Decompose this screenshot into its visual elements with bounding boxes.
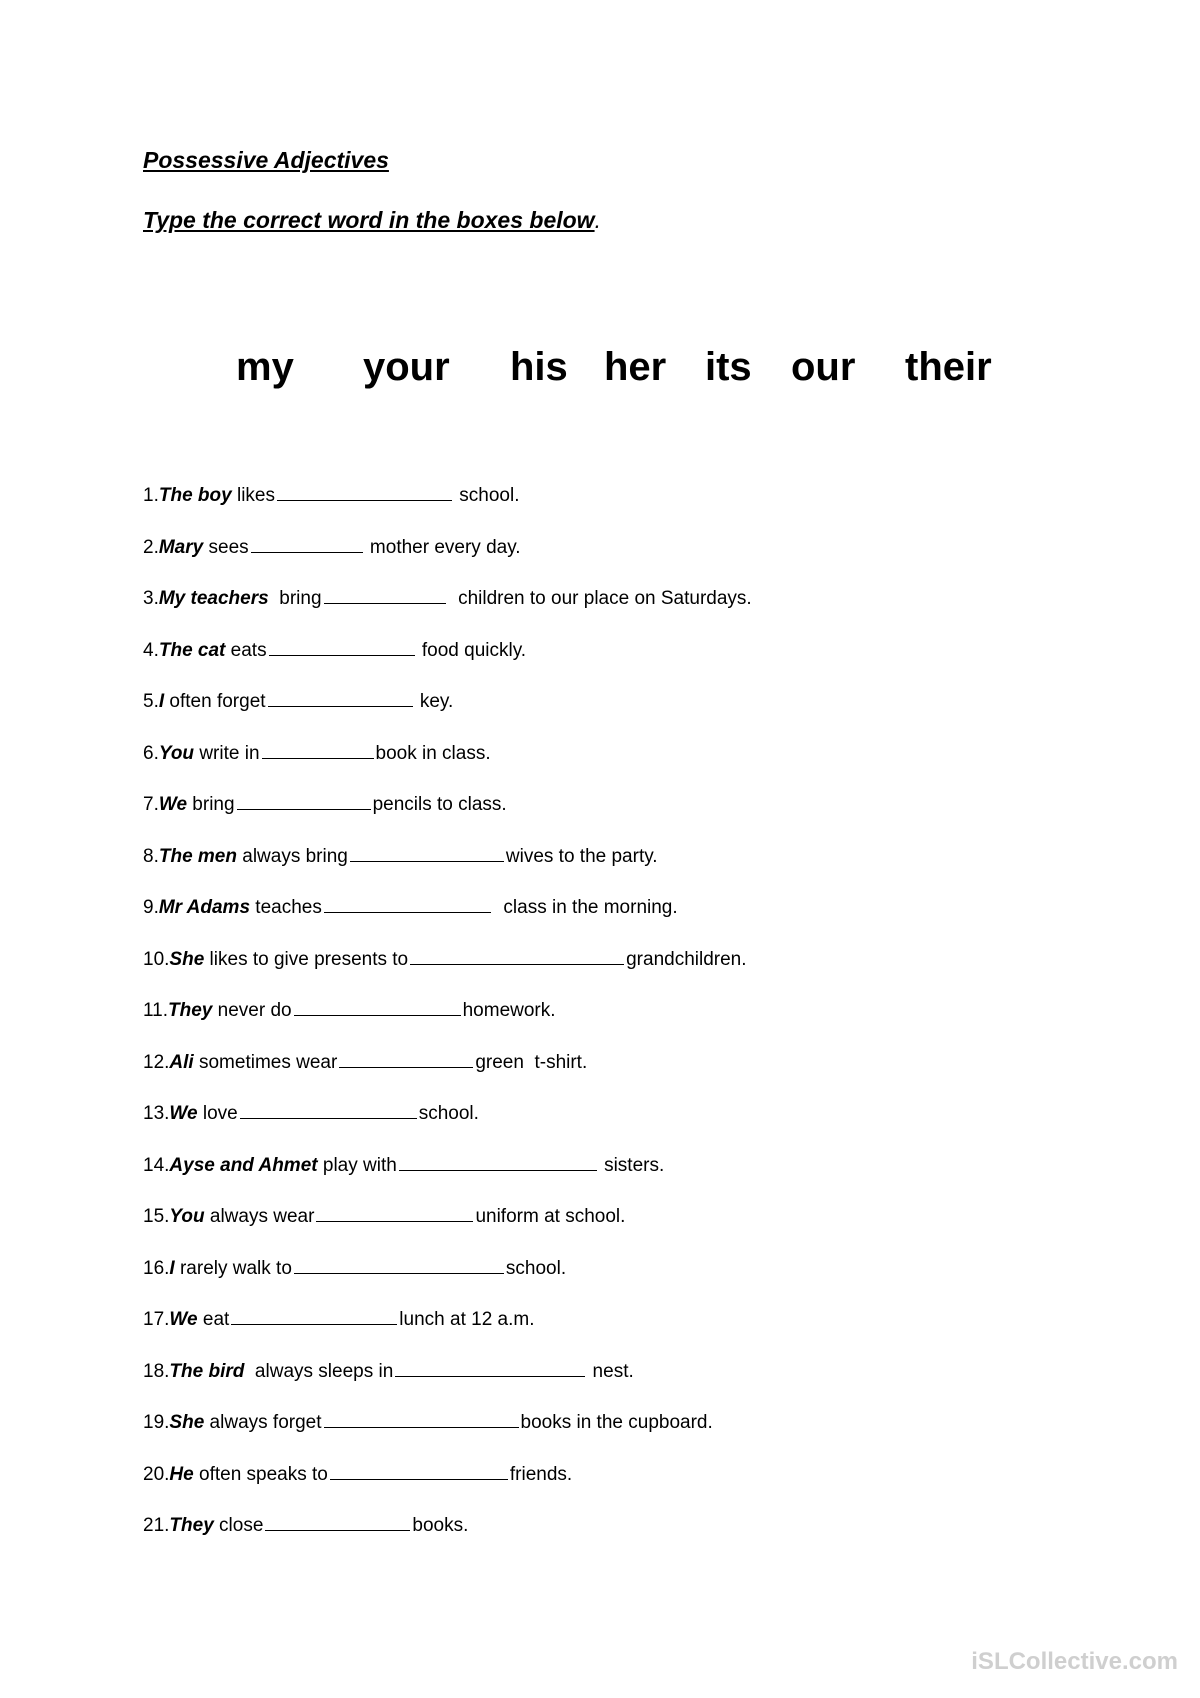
question-subject: The boy xyxy=(158,485,232,506)
word-bank-item: our xyxy=(791,345,856,389)
question-subject: The bird xyxy=(169,1360,245,1382)
question-number: 17. xyxy=(143,1309,170,1330)
question-item xyxy=(143,843,752,895)
question-item xyxy=(143,1306,752,1358)
question-text-before: always forget xyxy=(204,1412,322,1433)
question-subject: Mary xyxy=(158,536,204,558)
answer-blank[interactable] xyxy=(269,637,415,656)
word-bank-item: her xyxy=(604,345,667,389)
question-text-after: friends. xyxy=(509,1463,573,1485)
question-text-before: rarely walk to xyxy=(174,1257,292,1279)
question-item xyxy=(143,946,752,998)
question-number: 4. xyxy=(143,639,159,661)
question-item xyxy=(143,1203,752,1255)
question-number: 13. xyxy=(143,1103,170,1124)
question-number: 18. xyxy=(143,1360,170,1382)
question-number: 20. xyxy=(143,1463,170,1485)
answer-blank[interactable] xyxy=(237,791,371,810)
question-item xyxy=(143,997,752,1049)
question-number: 19. xyxy=(143,1412,170,1433)
question-item xyxy=(143,585,752,637)
watermark: iSLCollective.com xyxy=(971,1648,1178,1675)
question-text-before: sees xyxy=(203,536,249,558)
question-text-after: nest. xyxy=(587,1360,634,1382)
answer-blank[interactable] xyxy=(324,585,446,604)
question-text-before: always wear xyxy=(204,1206,315,1227)
question-text-after: children to our place on Saturdays. xyxy=(447,588,752,609)
question-text-before: close xyxy=(213,1515,264,1536)
question-subject: We xyxy=(169,1103,198,1124)
answer-blank[interactable] xyxy=(350,843,504,862)
instruction-text: Type the correct word in the boxes below xyxy=(143,207,595,233)
worksheet-title: Possessive Adjectives xyxy=(143,147,389,173)
question-text-after: wives to the party. xyxy=(505,845,658,867)
question-text-before: eat xyxy=(197,1309,230,1330)
question-number: 12. xyxy=(143,1051,170,1073)
question-subject: They xyxy=(169,1515,214,1536)
question-item xyxy=(143,1512,752,1564)
question-text-before: often speaks to xyxy=(193,1463,328,1485)
answer-blank[interactable] xyxy=(324,894,491,913)
question-subject: I xyxy=(169,1257,175,1279)
question-text-after: mother every day. xyxy=(364,536,521,558)
question-number: 8. xyxy=(143,845,159,867)
question-item xyxy=(143,1152,752,1204)
question-item xyxy=(143,534,752,586)
question-text-before: always bring xyxy=(236,845,348,867)
question-text-before: teaches xyxy=(250,897,322,918)
question-item xyxy=(143,1255,752,1307)
question-item xyxy=(143,1100,752,1152)
question-item xyxy=(143,1049,752,1101)
question-number: 9. xyxy=(143,897,159,918)
question-item xyxy=(143,482,752,534)
answer-blank[interactable] xyxy=(399,1152,597,1171)
question-text-after: key. xyxy=(414,691,454,712)
question-text-after: books in the cupboard. xyxy=(520,1412,713,1433)
answer-blank[interactable] xyxy=(339,1049,473,1068)
question-subject: They xyxy=(168,1000,213,1021)
word-bank-item: its xyxy=(705,345,752,389)
question-number: 1. xyxy=(143,485,159,506)
question-number: 3. xyxy=(143,588,159,609)
question-text-before: bring xyxy=(187,794,235,815)
question-subject: He xyxy=(169,1463,194,1485)
question-text-before: love xyxy=(197,1103,238,1124)
question-text-after: school. xyxy=(505,1257,567,1279)
question-item xyxy=(143,894,752,946)
answer-blank[interactable] xyxy=(265,1512,410,1531)
question-subject: The cat xyxy=(158,639,226,661)
answer-blank[interactable] xyxy=(268,688,413,707)
question-item xyxy=(143,740,752,792)
question-item xyxy=(143,1358,752,1410)
word-bank-item: my xyxy=(236,345,294,389)
question-number: 16. xyxy=(143,1257,170,1279)
question-text-before: likes xyxy=(231,485,275,506)
question-text-after: school. xyxy=(418,1103,479,1124)
question-item xyxy=(143,637,752,689)
question-text-after: school. xyxy=(454,485,520,506)
question-text-before: often forget xyxy=(164,691,266,712)
word-bank-item: his xyxy=(510,345,568,389)
question-list xyxy=(143,482,752,1564)
question-subject: We xyxy=(158,794,188,815)
question-item xyxy=(143,1409,752,1461)
question-text-before: always sleeps in xyxy=(244,1360,394,1382)
instruction-period: . xyxy=(594,207,601,233)
answer-blank[interactable] xyxy=(324,1409,519,1428)
question-text-before: play with xyxy=(317,1154,397,1176)
question-item xyxy=(143,688,752,740)
question-number: 21. xyxy=(143,1515,170,1536)
question-text-after: food quickly. xyxy=(416,639,527,661)
question-subject: I xyxy=(158,691,165,712)
question-item xyxy=(143,791,752,843)
question-subject: You xyxy=(158,742,195,764)
question-text-after: book in class. xyxy=(375,742,491,764)
question-subject: You xyxy=(169,1206,205,1227)
answer-blank[interactable] xyxy=(410,946,624,965)
question-text-after: uniform at school. xyxy=(475,1206,626,1227)
question-number: 11. xyxy=(143,1000,169,1021)
question-text-before: eats xyxy=(225,639,267,661)
question-text-after: grandchildren. xyxy=(626,948,747,970)
question-subject: She xyxy=(169,1412,205,1433)
answer-blank[interactable] xyxy=(277,482,452,501)
question-text-after: books. xyxy=(412,1515,469,1536)
question-number: 7. xyxy=(143,794,159,815)
question-subject: The men xyxy=(158,845,237,867)
question-subject: My teachers xyxy=(158,588,269,609)
question-number: 6. xyxy=(143,742,159,764)
question-subject: She xyxy=(169,948,205,970)
question-text-before: likes to give presents to xyxy=(204,948,409,970)
question-text-after: class in the morning. xyxy=(492,897,678,918)
answer-blank[interactable] xyxy=(262,740,374,759)
answer-blank[interactable] xyxy=(251,534,363,553)
answer-blank[interactable] xyxy=(294,997,461,1016)
answer-blank[interactable] xyxy=(395,1358,585,1377)
question-number: 14. xyxy=(143,1154,170,1176)
question-text-after: lunch at 12 a.m. xyxy=(399,1309,535,1330)
question-text-after: green t-shirt. xyxy=(475,1051,588,1073)
word-bank-item: your xyxy=(363,345,450,389)
question-item xyxy=(143,1461,752,1513)
answer-blank[interactable] xyxy=(316,1203,473,1222)
question-subject: We xyxy=(169,1309,198,1330)
question-text-after: pencils to class. xyxy=(372,794,507,815)
answer-blank[interactable] xyxy=(294,1255,504,1274)
question-subject: Ali xyxy=(169,1051,194,1073)
question-text-before: sometimes wear xyxy=(193,1051,338,1073)
instruction xyxy=(143,207,601,234)
question-subject: Mr Adams xyxy=(158,897,251,918)
question-subject: Ayse and Ahmet xyxy=(169,1154,318,1176)
question-number: 5. xyxy=(143,691,159,712)
question-text-before: bring xyxy=(268,588,322,609)
question-number: 15. xyxy=(143,1206,170,1227)
question-text-before: write in xyxy=(194,742,260,764)
question-number: 2. xyxy=(143,536,159,558)
answer-blank[interactable] xyxy=(231,1306,397,1325)
answer-blank[interactable] xyxy=(330,1461,508,1480)
answer-blank[interactable] xyxy=(240,1100,417,1119)
word-bank xyxy=(0,345,1200,395)
word-bank-item: their xyxy=(905,345,992,389)
question-number: 10. xyxy=(143,948,170,970)
question-text-after: homework. xyxy=(462,1000,556,1021)
question-text-before: never do xyxy=(212,1000,292,1021)
question-text-after: sisters. xyxy=(598,1154,665,1176)
